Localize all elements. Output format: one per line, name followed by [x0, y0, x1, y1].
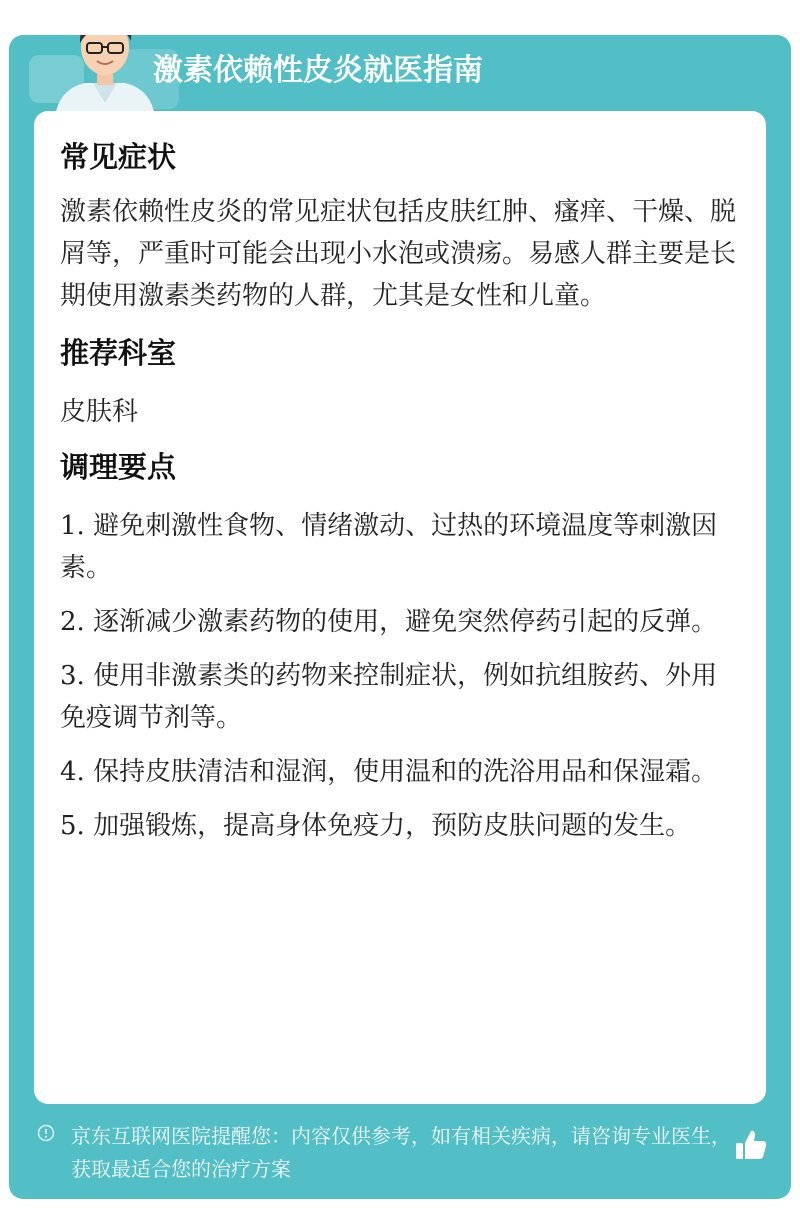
info-circle-icon [37, 1124, 55, 1142]
list-item: 2. 逐渐减少激素药物的使用，避免突然停药引起的反弹。 [60, 607, 718, 637]
list-item: 5. 加强锻炼，提高身体免疫力，预防皮肤问题的发生。 [60, 811, 692, 841]
list-item: 1. 避免刺激性食物、情绪激动、过热的环境温度等刺激因素。 [60, 511, 718, 583]
symptoms-title: 常见症状 [60, 140, 177, 174]
doctor-avatar [45, 35, 165, 117]
footer-notice: 京东互联网医院提醒您：内容仅供参考，如有相关疾病，请咨询专业医生，获取最适合您的治疗方案 [71, 1124, 731, 1181]
content-body [60, 129, 740, 859]
department-text: 皮肤科 [60, 397, 139, 427]
department-title: 推荐科室 [60, 336, 177, 370]
content-card [34, 111, 766, 1104]
list-item: 4. 保持皮肤清洁和湿润，使用温和的洗浴用品和保湿霜。 [60, 757, 718, 787]
thumbs-up-icon[interactable] [731, 1126, 771, 1166]
care-title: 调理要点 [60, 450, 177, 484]
page-title: 激素依赖性皮炎就医指南 [153, 53, 483, 88]
header [9, 35, 791, 113]
care-list [60, 505, 740, 847]
list-item: 3. 使用非激素类的药物来控制症状，例如抗组胺药、外用免疫调节剂等。 [60, 661, 718, 733]
symptoms-text: 激素依赖性皮炎的常见症状包括皮肤红肿、瘙痒、干燥、脱屑等，严重时可能会出现小水泡或溃疡。易感人群主要是长期使用激素类药物的人群，尤其是女性和儿童。 [60, 197, 737, 311]
